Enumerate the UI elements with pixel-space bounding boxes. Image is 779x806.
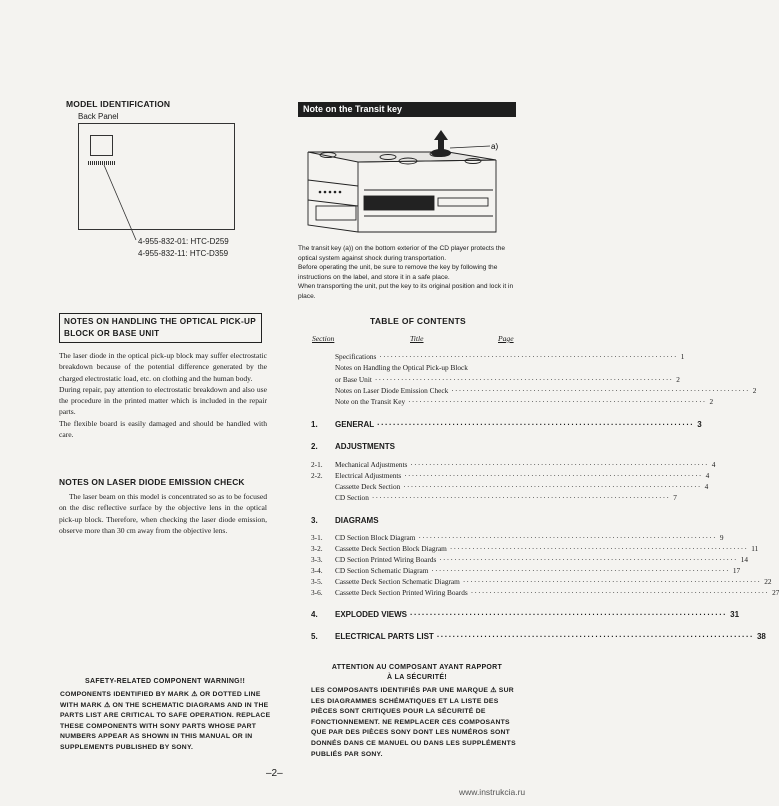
model-identification-title: MODEL IDENTIFICATION [66,99,171,109]
toc-row-leader: ················································································ [449,544,749,553]
toc-row-leader: ················································································ [374,375,674,384]
attention-body: LES COMPOSANTS IDENTIFIÉS PAR UNE MARQUE ⚠ SUR LES DIAGRAMMES SCHÉMATIQUES ET LA LISTE DES PIÈCES SONT CRITIQUES POUR LA SÉCURITÉ DE FONCTIONNEMENT. NE REMPLACER CES COMPOSANTS QUE PAR DES PIÈCES SONY DONT LES NUMÉROS SONT DONNÉS DANS CE MANUEL OU DANS LES SUPPLÉMENTS PUBLIÉS PAR SONY. [311,687,516,758]
toc-row-number: 3-5. [311,577,323,586]
toc-row-number: 3-1. [311,533,323,542]
transit-key-header: Note on the Transit key [298,102,516,117]
toc-row-number [311,493,335,503]
toc-row-page: 9 [719,533,724,542]
toc-row-title: Specifications [335,352,377,361]
transit-key-callout: a) [491,142,499,151]
toc-row-title: ADJUSTMENTS [335,442,396,451]
toc-row-page: 31 [730,610,740,619]
toc-row-page: 11 [751,544,759,553]
attention-title-line1: ATTENTION AU COMPOSANT AYANT RAPPORT [331,664,503,671]
toc-row-page: 17 [732,566,741,575]
toc-row-title: CD Section [335,493,369,502]
toc-row-title: Note on the Transit Key [335,397,406,406]
toc-row-page: 7 [673,493,677,502]
toc-row [311,482,709,492]
safety-warning-body: COMPONENTS IDENTIFIED BY MARK ⚠ OR DOTTED LINE WITH MARK ⚠ ON THE SCHEMATIC DIAGRAMS AND IN THE PARTS LIST ARE CRITICAL TO SAFE OPERATION. REPLACE THESE COMPONENTS WITH SONY PARTS WHOSE PART NUMBERS APPEAR AS SHOWN IN THIS MANUAL OR IN SUPPLEMENTS PUBLISHED BY SONY. [60,691,271,751]
notes-optical-title: NOTES ON HANDLING THE OPTICAL PICK-UP BLOCK OR BASE UNIT [59,313,262,343]
toc-row [311,386,757,396]
toc-row-page: 4 [705,471,710,480]
toc-row-title: Electrical Adjustments [335,471,402,480]
toc-row-leader: ················································································ [439,555,738,564]
toc-row [311,442,518,452]
transit-key-text [298,244,523,301]
toc-row-title: Cassette Deck Section Printed Wiring Boards [335,588,468,597]
toc-row-leader: ················································································ [431,566,730,575]
toc-row-title: Cassette Deck Section Schematic Diagram [335,577,460,586]
optical-paragraph-3: The flexible board is easily damaged and should be handled with care. [59,418,267,440]
optical-paragraph-2: During repair, pay attention to electrostatic breakdown and also use the procedure in the printed matter which is included in the repair parts. [59,384,267,417]
optical-paragraph-1: The laser diode in the optical pick-up block may suffer electrostatic breakdown because of the potential difference generated by the charged electrostatic load, etc. on clothing and the human body. [59,351,267,383]
toc-row-number: 3-2. [311,544,323,553]
toc-row-leader: ················································································ [451,386,750,395]
toc-row-title: Mechanical Adjustments [335,460,408,469]
toc-row-leader: ················································································ [377,420,695,429]
attention-title [310,663,524,683]
toc-row-leader: ················································································ [404,471,703,480]
toc-row-title: ELECTRICAL PARTS LIST [335,632,434,641]
toc-row-page: 1 [680,352,685,361]
notes-laser-title: NOTES ON LASER DIODE EMISSION CHECK [59,477,245,487]
watermark-link[interactable]: www.instrukcia.ru [459,787,526,797]
toc-row-leader: ················································································ [410,610,728,619]
toc-row-number [311,363,335,373]
toc-row-number [311,352,335,362]
toc-row [311,588,779,598]
toc-row-leader: ················································································ [418,533,717,542]
toc-row [311,460,716,470]
toc-row-leader: ················································································ [379,352,678,361]
toc-row-number: 4. [311,610,318,619]
toc-row-leader: ················································································ [436,632,754,641]
back-panel-label: Back Panel [78,112,119,121]
transit-paragraph-3: When transporting the unit, put the key to its original position and lock it in place. [298,283,514,300]
toc-row-leader: ················································································ [408,397,707,406]
notes-laser-body: The laser beam on this model is concentrated so as to be focused on the disc reflective surface by the objective lens in the optical pick-up block. Therefore, when checking the laser diode emission, observe more than 30 cm away from the objective lens. [59,492,267,535]
toc-row-number [311,386,335,396]
toc-row-page: 22 [764,577,772,586]
toc-row-page: 2 [752,386,757,395]
toc-row-title: Cassette Deck Section [335,482,401,491]
toc-row [311,577,772,587]
toc-row-page: 3 [697,420,702,429]
toc-row-number [311,375,335,385]
toc-row-number: 3-6. [311,588,323,597]
toc-row-title: Notes on Handling the Optical Pick-up Block [335,363,468,372]
cd-player-illustration [298,120,520,238]
toc-row-page: 38 [756,632,766,641]
toc-row-number: 3. [311,516,318,525]
toc-row [311,555,749,565]
toc-row-title: DIAGRAMS [335,516,379,525]
toc-row [311,566,741,576]
toc-row-title: CD Section Block Diagram [335,533,416,542]
toc-row-number: 2-2. [311,471,323,480]
toc-row-title: EXPLODED VIEWS [335,610,408,619]
toc-row-title: Notes on Laser Diode Emission Check [335,386,449,395]
toc-row-title: or Base Unit [335,375,372,384]
toc-row [311,471,710,481]
toc-row-number: 1. [311,420,318,429]
toc-row-page: 27 [772,588,779,597]
toc-row [311,397,714,407]
toc-row-number [311,482,335,492]
page-number: –2– [266,768,283,779]
toc-col-title: Title [410,334,424,343]
toc-col-section: Section [312,334,335,343]
toc-row-number: 3-3. [311,555,323,564]
toc-row [311,610,740,620]
toc-row [311,544,759,554]
notes-optical-body [59,350,267,440]
toc-row-leader: ················································································ [470,588,770,597]
toc-row-title: CD Section Schematic Diagram [335,566,429,575]
toc-row-title: CD Section Printed Wiring Boards [335,555,437,564]
toc-row-number: 5. [311,632,318,641]
transit-paragraph-1: The transit key (a)) on the bottom exterior of the CD player protects the optical system against shock during transportation. [298,245,506,262]
attention-title-line2: À LA SÉCURITÉ! [387,674,447,681]
toc-row [311,363,518,373]
toc-row-page: 4 [711,460,716,469]
transit-paragraph-2: Before operating the unit, be sure to remove the key by following the instructions on the label, and store it in a safe place. [298,264,498,281]
toc-col-page: Page [498,334,514,343]
toc-row [311,375,680,385]
toc-row-leader: ················································································ [371,493,671,502]
toc-row [311,533,724,543]
toc-row-leader: ················································································ [462,577,762,586]
toc-row-leader: ················································································ [410,460,709,469]
toc-row-page: 4 [704,482,709,491]
toc-row-page: 2 [676,375,680,384]
safety-warning-title: SAFETY-RELATED COMPONENT WARNING!! [85,678,246,685]
toc-row [311,352,685,362]
toc-row [311,493,677,503]
toc-row-title: GENERAL [335,420,375,429]
toc-row-number: 3-4. [311,566,323,575]
toc-row-number: 2-1. [311,460,323,469]
toc-row-number: 2. [311,442,318,451]
toc-row-page: 2 [709,397,714,406]
toc-row-page: 14 [740,555,749,564]
toc-row-leader: ················································································ [403,482,702,491]
toc-title: TABLE OF CONTENTS [369,316,467,326]
model-number-1: 4-955-832-01: HTC-D259 [138,237,229,246]
toc-row [311,516,518,526]
toc-row-title: Cassette Deck Section Block Diagram [335,544,447,553]
model-number-2: 4-955-832-11: HTC-D359 [138,249,229,258]
toc-row [311,420,702,430]
toc-row [311,632,766,642]
toc-row-number [311,397,335,407]
